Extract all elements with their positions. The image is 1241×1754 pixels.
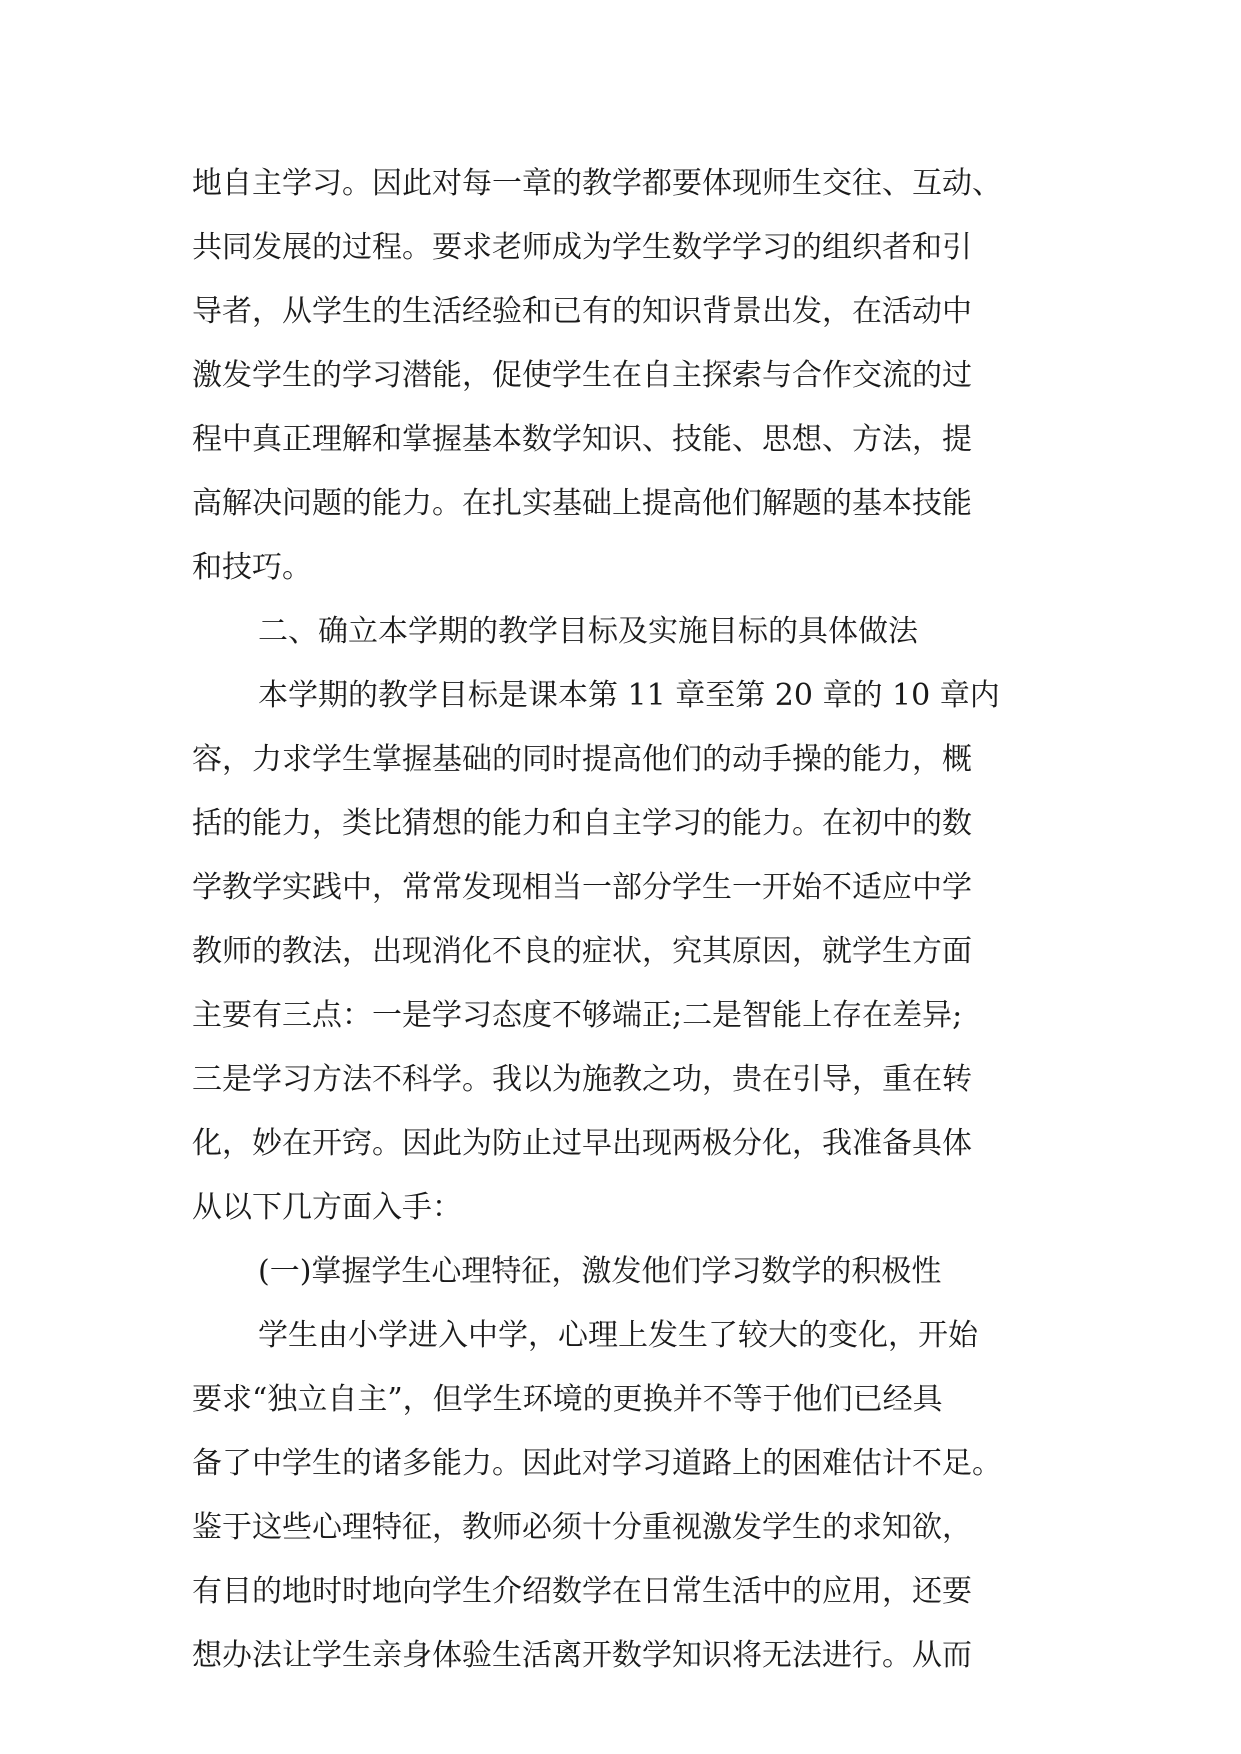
document-body bbox=[192, 152, 1052, 1688]
paragraph-line: 教师的教法，出现消化不良的症状，究其原因，就学生方面 bbox=[192, 934, 972, 969]
paragraph-line: 程中真正理解和掌握基本数学知识、技能、思想、方法，提 bbox=[192, 422, 972, 457]
paragraph-line: 地自主学习。因此对每一章的教学都要体现师生交往、互动、 bbox=[192, 166, 1002, 201]
paragraph-line: 想办法让学生亲身体验生活离开数学知识将无法进行。从而 bbox=[192, 1638, 972, 1673]
paragraph-line: 三是学习方法不科学。我以为施教之功，贵在引导，重在转 bbox=[192, 1062, 972, 1097]
paragraph-line: 从以下几方面入手： bbox=[192, 1190, 462, 1225]
paragraph-line: 学教学实践中，常常发现相当一部分学生一开始不适应中学 bbox=[192, 870, 972, 905]
paragraph-line: 激发学生的学习潜能，促使学生在自主探索与合作交流的过 bbox=[192, 358, 972, 393]
paragraph-line: 备了中学生的诸多能力。因此对学习道路上的困难估计不足。 bbox=[192, 1446, 1002, 1481]
paragraph-line: 导者，从学生的生活经验和已有的知识背景出发，在活动中 bbox=[192, 294, 972, 329]
paragraph-line: 要求“独立自主”，但学生环境的更换并不等于他们已经具 bbox=[192, 1382, 943, 1417]
paragraph-line: 括的能力，类比猜想的能力和自主学习的能力。在初中的数 bbox=[192, 806, 972, 841]
paragraph-line: 鉴于这些心理特征，教师必须十分重视激发学生的求知欲， bbox=[192, 1510, 972, 1545]
paragraph-line: 和技巧。 bbox=[192, 550, 312, 585]
paragraph-line: 高解决问题的能力。在扎实基础上提高他们解题的基本技能 bbox=[192, 486, 972, 521]
section-heading: 二、确立本学期的教学目标及实施目标的具体做法 bbox=[258, 614, 918, 649]
subsection-heading: (一)掌握学生心理特征，激发他们学习数学的积极性 bbox=[258, 1254, 942, 1289]
paragraph-line: 主要有三点：一是学习态度不够端正;二是智能上存在差异; bbox=[192, 998, 963, 1033]
paragraph-line: 有目的地时时地向学生介绍数学在日常生活中的应用，还要 bbox=[192, 1574, 972, 1609]
paragraph-line: 共同发展的过程。要求老师成为学生数学学习的组织者和引 bbox=[192, 230, 972, 265]
paragraph-line: 学生由小学进入中学，心理上发生了较大的变化，开始 bbox=[258, 1318, 978, 1353]
paragraph-line: 本学期的教学目标是课本第 11 章至第 20 章的 10 章内 bbox=[258, 678, 1000, 713]
paragraph-line: 容，力求学生掌握基础的同时提高他们的动手操的能力，概 bbox=[192, 742, 972, 777]
paragraph-line: 化，妙在开窍。因此为防止过早出现两极分化，我准备具体 bbox=[192, 1126, 972, 1161]
